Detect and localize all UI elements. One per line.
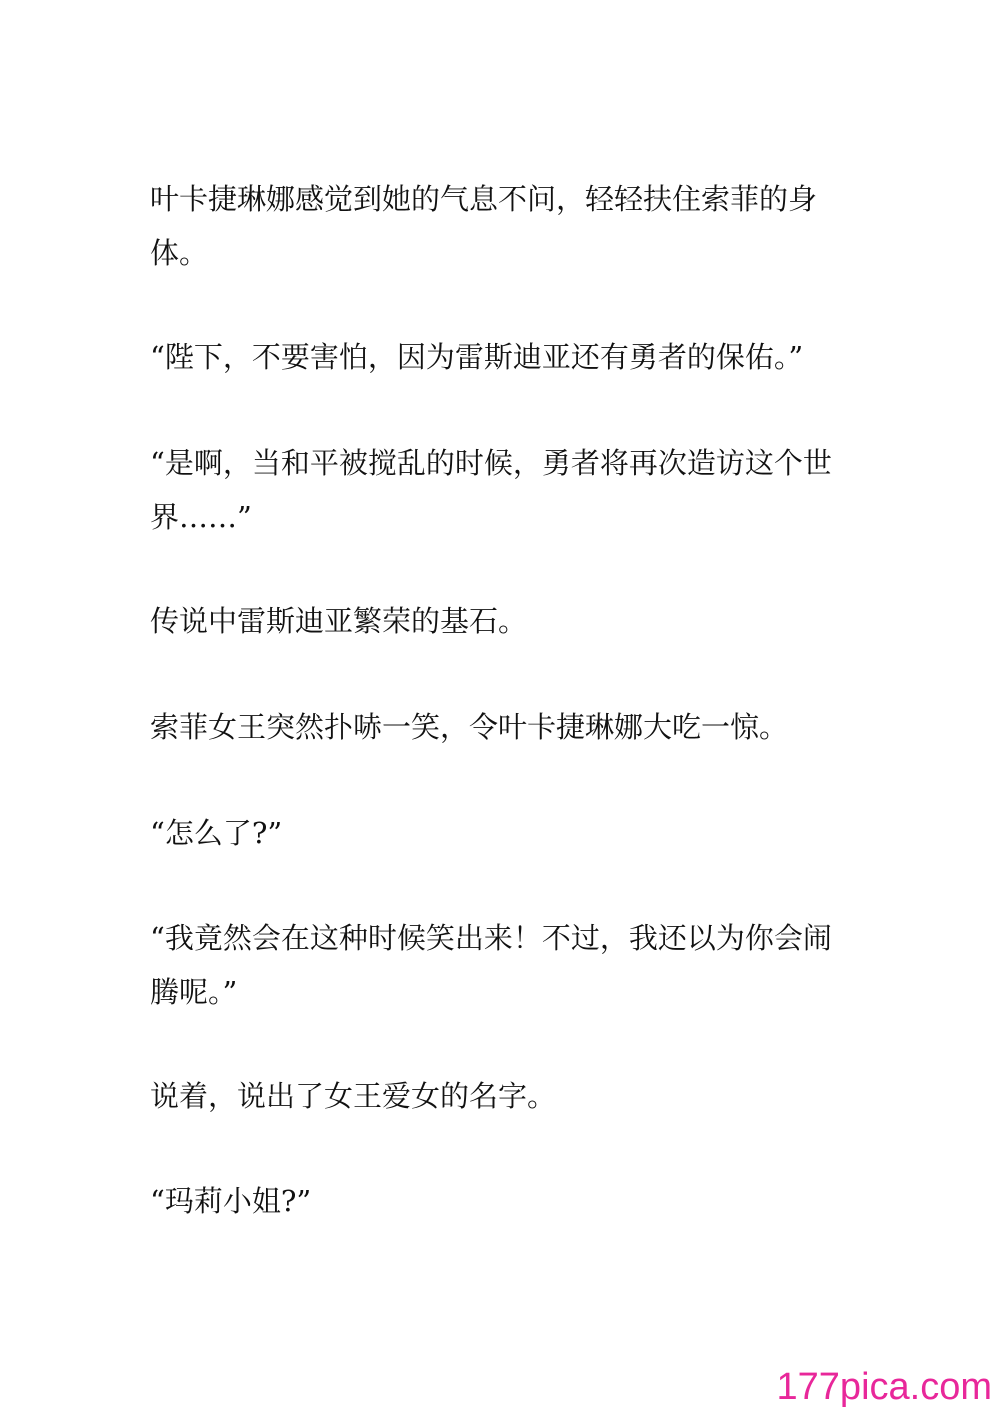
paragraph-3: “是啊，当和平被搅乱的时候，勇者将再次造访这个世界……” bbox=[150, 446, 832, 534]
paragraph-7: “我竟然会在这种时候笑出来！不过，我还以为你会闹腾呢。” bbox=[150, 921, 832, 1009]
paragraph-8: 说着，说出了女王爱女的名字。 bbox=[150, 1079, 557, 1113]
paragraph-1: 叶卡捷琳娜感觉到她的气息不问，轻轻扶住索菲的身体。 bbox=[150, 182, 818, 270]
watermark-text: 177pica.com bbox=[776, 1366, 992, 1408]
paragraph-9: “玛莉小姐?” bbox=[150, 1184, 312, 1218]
paragraph-6: “怎么了?” bbox=[150, 816, 283, 850]
paragraph-2: “陛下，不要害怕，因为雷斯迪亚还有勇者的保佑。” bbox=[150, 340, 804, 374]
paragraph-5: 索菲女王突然扑哧一笑，令叶卡捷琳娜大吃一惊。 bbox=[150, 710, 789, 744]
paragraph-4: 传说中雷斯迪亚繁荣的基石。 bbox=[150, 604, 528, 638]
